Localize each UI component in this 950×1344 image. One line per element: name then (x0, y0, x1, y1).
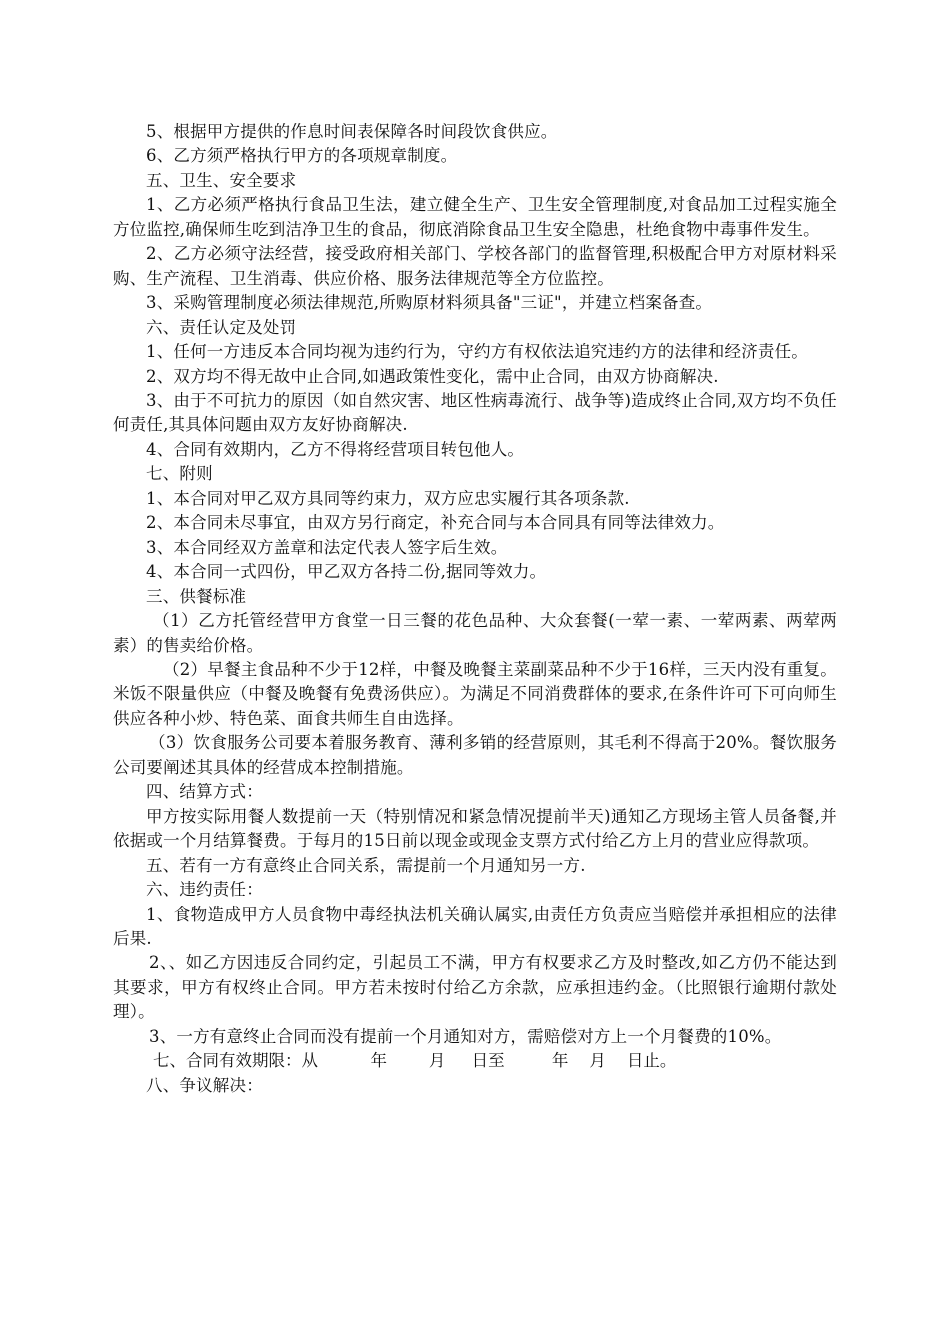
clause-5-schedule: 5、根据甲方提供的作息时间表保障各时间段饮食供应。 (146, 122, 558, 141)
breach-clause-1: 1、食物造成甲方人员食物中毒经执法机关确认属实,由责任方负责应当赔偿并承担相应的法律后果. (113, 904, 837, 948)
breach-clause-2: 2、、如乙方因违反合同约定，引起员工不满，甲方有权要求乙方及时整改,如乙方仍不能达到其要求，甲方有权终止合同。甲方若未按时付给乙方余款，应承担违约金。（比照银行逾期付款处理）。 (113, 953, 837, 1022)
heading-supplementary: 七、附则 (146, 464, 213, 484)
hygiene-clause-3: 3、采购管理制度必须法律规范,所购原材料须具备"三证"，并建立档案备查。 (146, 293, 713, 313)
liability-clause-1: 1、任何一方违反本合同均视为违约行为，守约方有权依法追究违约方的法律和经济责任。 (146, 342, 808, 362)
liability-clause-2: 2、双方均不得无故中止合同,如遇政策性变化，需中止合同，由双方协商解决. (146, 366, 719, 386)
heading-hygiene-safety: 五、卫生、安全要求 (146, 170, 297, 190)
meal-standard-1: （1）乙方托管经营甲方食堂一日三餐的花色品种、大众套餐(一荤一素、一荤两素、两荤两素）的售卖给价格。 (113, 611, 837, 655)
settlement-text: 甲方按实际用餐人数提前一天（特别情况和紧急情况提前半天)通知乙方现场主管人员备餐,并依据或一个月结算餐费。于每月的15日前以现金或现金支票方式付给乙方上月的营业应得款项。 (113, 806, 837, 851)
termination-notice: 五、若有一方有意终止合同关系，需提前一个月通知另一方. (146, 855, 586, 875)
heading-liability: 六、责任认定及处罚 (146, 317, 297, 337)
heading-dispute-resolution: 八、争议解决： (146, 1075, 263, 1095)
hygiene-clause-2: 2、乙方必须守法经营，接受政府相关部门、学校各部门的监督管理,积极配合甲方对原材料采购、生产流程、卫生消毒、供应价格、服务法律规范等全方位监控。 (113, 244, 837, 288)
hygiene-clause-1: 1、乙方必须严格执行食品卫生法，建立健全生产、卫生安全管理制度,对食品加工过程实施全方位监控,确保师生吃到洁净卫生的食品，彻底消除食品卫生安全隐患，杜绝食物中毒事件发生。 (113, 195, 837, 239)
supplementary-clause-3: 3、本合同经双方盖章和法定代表人签字后生效。 (146, 537, 508, 557)
validity-day-2-end: 日止。 (626, 1051, 677, 1071)
validity-month-2: 月 (589, 1051, 606, 1071)
liability-clause-3: 3、由于不可抗力的原因（如自然灾害、地区性病毒流行、战争等)造成终止合同,双方均不负任何责任,其具体问题由双方友好协商解决. (113, 390, 837, 435)
validity-day-1-to: 日至 (471, 1051, 505, 1071)
heading-settlement: 四、结算方式： (146, 782, 263, 802)
validity-month-1: 月 (428, 1051, 446, 1071)
breach-clause-3: 3、一方有意终止合同而没有提前一个月通知对方，需赔偿对方上一个月餐费的10%。 (149, 1026, 782, 1046)
meal-standard-2: （2）早餐主食品种不少于12样，中餐及晚餐主菜副菜品种不少于16样，三天内没有重复。米饭不限量供应（中餐及晚餐有免费汤供应）。为满足不同消费群体的要求,在条件许可下可向师生供应各种小炒、特色菜、面食共师生自由选择。 (113, 659, 837, 728)
supplementary-clause-4: 4、本合同一式四份，甲乙双方各持二份,据同等效力。 (146, 562, 547, 582)
document-page (113, 120, 837, 1098)
heading-breach: 六、违约责任： (146, 880, 263, 900)
validity-year-2: 年 (551, 1051, 569, 1071)
heading-meal-standard: 三、供餐标准 (146, 586, 247, 606)
liability-clause-4: 4、合同有效期内，乙方不得将经营项目转包他人。 (146, 439, 525, 459)
validity-period-line (113, 1049, 837, 1073)
validity-year-1: 年 (370, 1051, 387, 1071)
clause-6-rules: 6、乙方须严格执行甲方的各项规章制度。 (146, 146, 458, 166)
meal-standard-3: （3）饮食服务公司要本着服务教育、薄利多销的经营原则，其毛利不得高于20%。餐饮服务公司要阐述其具体的经营成本控制措施。 (113, 733, 837, 777)
supplementary-clause-1: 1、本合同对甲乙双方具同等约束力，双方应忠实履行其各项条款. (146, 488, 630, 508)
validity-prefix: 七、合同有效期限：从 (153, 1051, 318, 1071)
supplementary-clause-2: 2、本合同未尽事宜，由双方另行商定，补充合同与本合同具有同等法律效力。 (146, 513, 725, 533)
